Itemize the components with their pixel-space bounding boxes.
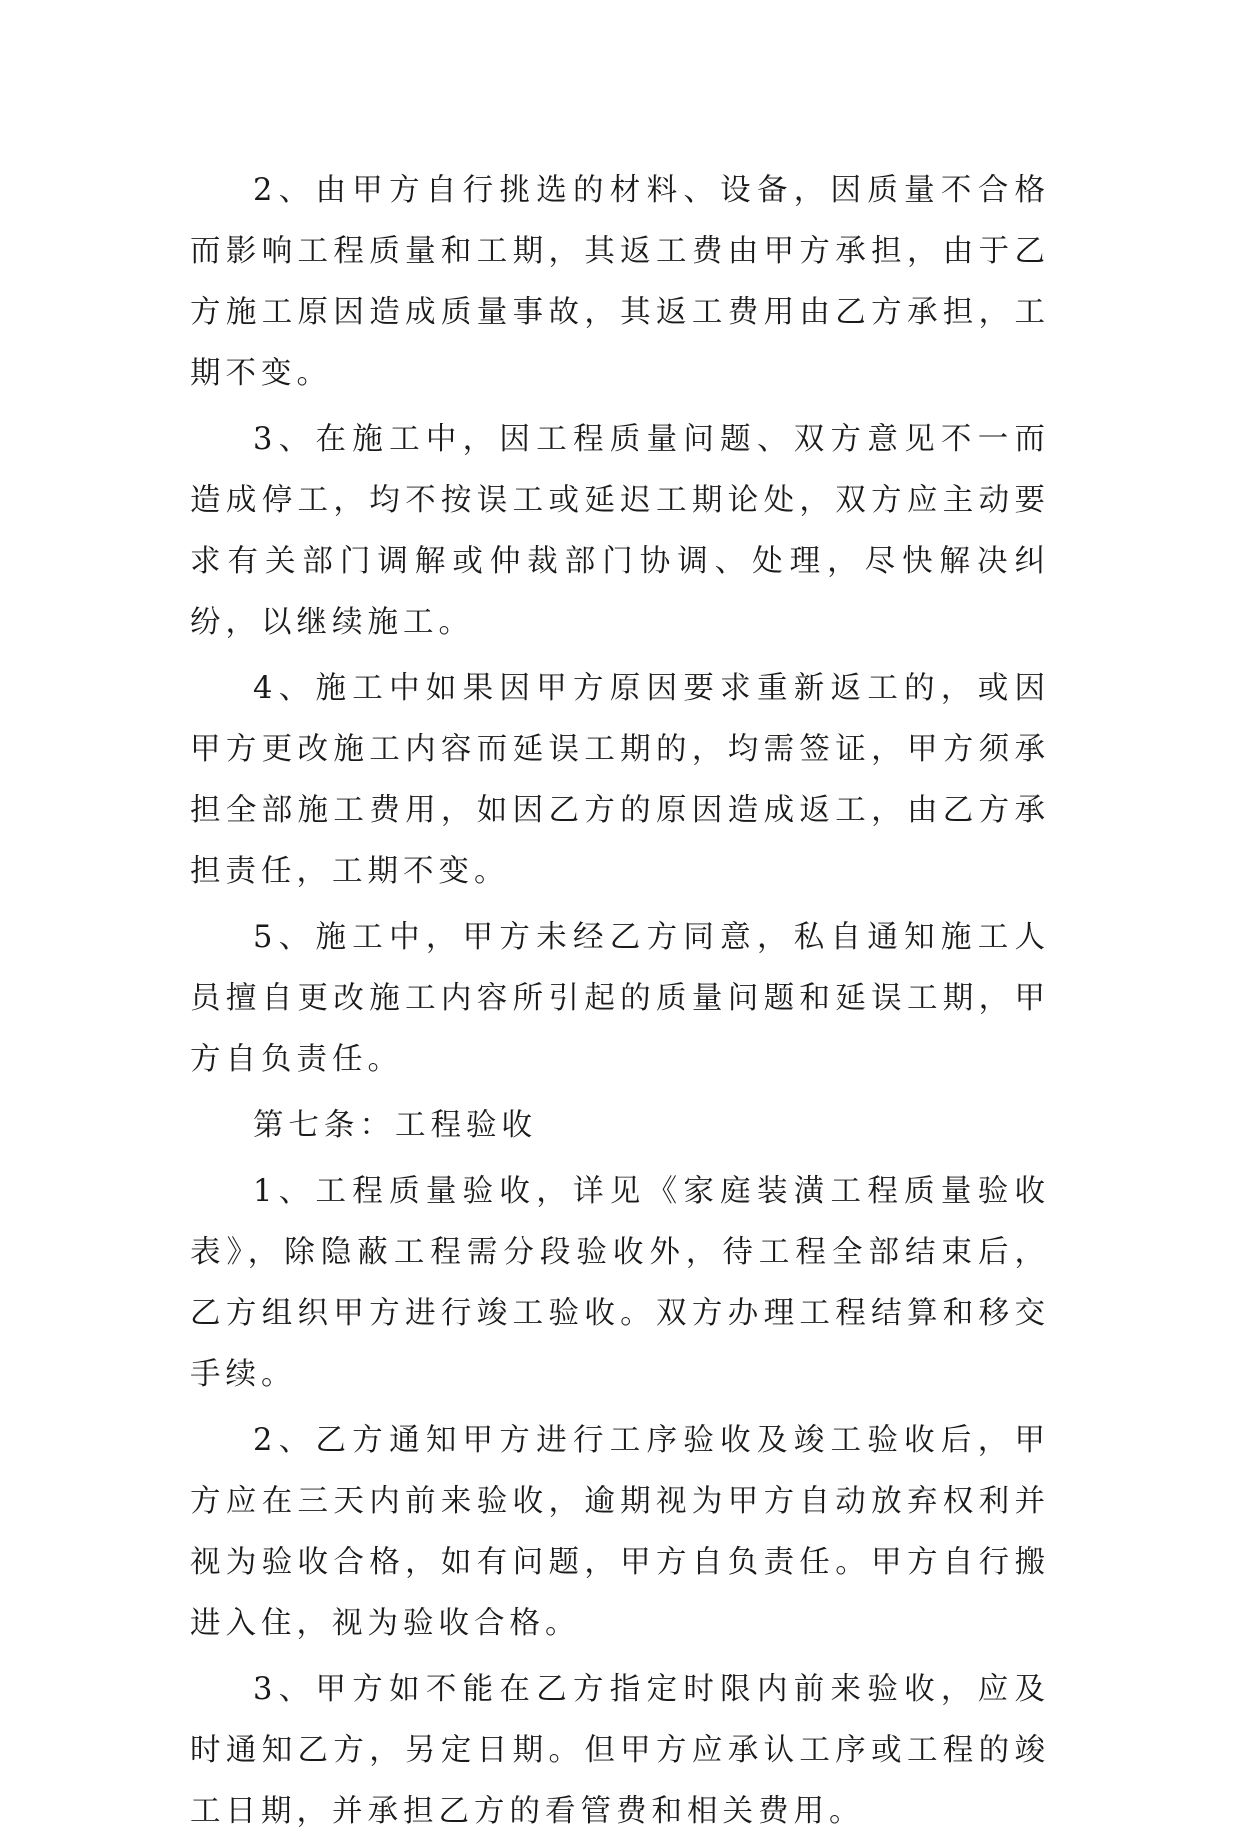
acceptance-paragraph-1: 1、工程质量验收，详见《家庭装潢工程质量验收表》，除隐蔽工程需分段验收外，待工程全部结束后，乙方组织甲方进行竣工验收。双方办理工程结算和移交手续。 bbox=[190, 1174, 1050, 1392]
document-body bbox=[190, 160, 1050, 1847]
clause-paragraph-5: 5、施工中，甲方未经乙方同意，私自通知施工人员擅自更改施工内容所引起的质量问题和延误工期，甲方自负责任。 bbox=[190, 920, 1050, 1077]
clause-paragraph-4: 4、施工中如果因甲方原因要求重新返工的，或因甲方更改施工内容而延误工期的，均需签证，甲方须承担全部施工费用，如因乙方的原因造成返工，由乙方承担责任，工期不变。 bbox=[190, 671, 1050, 889]
section-heading: 第七条：工程验收 bbox=[253, 1108, 537, 1143]
acceptance-paragraph-3: 3、甲方如不能在乙方指定时限内前来验收，应及时通知乙方，另定日期。但甲方应承认工序或工程的竣工日期，并承担乙方的看管费和相关费用。 bbox=[190, 1672, 1050, 1829]
clause-paragraph-3: 3、在施工中，因工程质量问题、双方意见不一而造成停工，均不按误工或延迟工期论处，双方应主动要求有关部门调解或仲裁部门协调、处理，尽快解决纠纷，以继续施工。 bbox=[190, 422, 1050, 640]
clause-paragraph-2: 2、由甲方自行挑选的材料、设备，因质量不合格而影响工程质量和工期，其返工费由甲方承担，由于乙方施工原因造成质量事故，其返工费用由乙方承担，工期不变。 bbox=[190, 173, 1050, 391]
acceptance-paragraph-2: 2、乙方通知甲方进行工序验收及竣工验收后，甲方应在三天内前来验收，逾期视为甲方自动放弃权利并视为验收合格，如有问题，甲方自负责任。甲方自行搬进入住，视为验收合格。 bbox=[190, 1423, 1050, 1641]
